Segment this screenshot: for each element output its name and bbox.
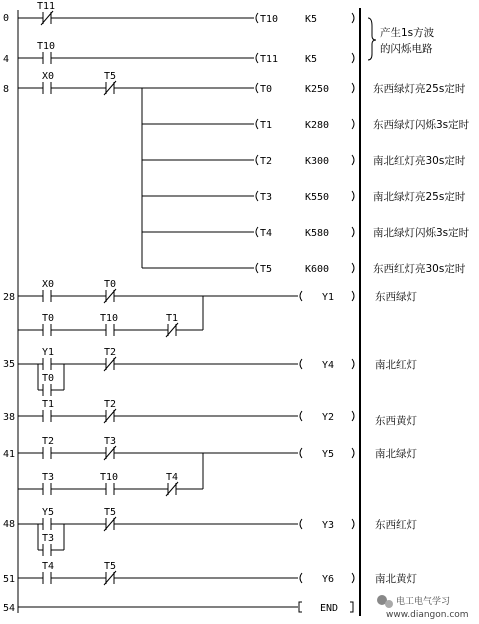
coil-constant: K280: [305, 120, 330, 131]
step-number: 38: [3, 412, 16, 423]
coil-right-bracket: [352, 13, 354, 23]
step-number: 35: [3, 359, 16, 370]
coil-name: Y3: [322, 520, 335, 531]
coil-name: T11: [260, 54, 279, 65]
rung-0: [18, 1, 354, 25]
coil-constant: K300: [305, 156, 330, 167]
contact-label: T0: [42, 373, 55, 384]
step-number: 28: [3, 292, 16, 303]
comment-text: 南北绿灯闪烁3s定时: [373, 227, 470, 239]
rung-41: [18, 436, 354, 496]
coil-name: T1: [260, 120, 273, 131]
contact-label: T10: [100, 313, 119, 324]
comment-text: 南北黄灯: [375, 573, 417, 585]
rung-38: [18, 399, 354, 423]
step-number: 41: [3, 449, 16, 460]
comment-text: 南北绿灯亮25s定时: [373, 191, 466, 203]
contact-label: T0: [104, 279, 117, 290]
coil-name: Y1: [322, 292, 335, 303]
coil-name: T4: [260, 228, 273, 239]
contact-label: X0: [42, 279, 55, 290]
contact-label: Y1: [42, 347, 55, 358]
coil-name: Y6: [322, 574, 335, 585]
rung-54: [18, 602, 353, 614]
contact-label: T11: [37, 1, 56, 12]
coil-name: T2: [260, 156, 273, 167]
contact-label: T1: [42, 399, 55, 410]
step-number: 48: [3, 519, 16, 530]
coil-name: T5: [260, 264, 273, 275]
step-number: 8: [3, 84, 10, 95]
contact-label: T3: [42, 472, 55, 483]
coil-name: T0: [260, 84, 273, 95]
rung-8: [18, 71, 354, 275]
coil-name: Y2: [322, 412, 335, 423]
rung-35: [18, 347, 354, 396]
step-number: 51: [3, 574, 16, 585]
contact-label: T5: [104, 507, 117, 518]
comment-text: 东西绿灯亮25s定时: [373, 83, 466, 95]
coil-name: T10: [260, 14, 279, 25]
contact-label: T2: [42, 436, 55, 447]
coil-constant: K5: [305, 54, 318, 65]
contact-label: T2: [104, 399, 117, 410]
comment-text: 东西绿灯闪烁3s定时: [373, 119, 470, 131]
coil-name: Y4: [322, 360, 335, 371]
comment-text: 南北红灯: [375, 359, 417, 371]
step-number: 54: [3, 603, 16, 614]
rung-4: [18, 41, 354, 65]
coil-name: END: [320, 603, 339, 614]
comment-text: 东西红灯: [375, 519, 417, 531]
comment-text: 的闪烁电路: [380, 43, 433, 55]
comment-text: 东西黄灯: [375, 415, 417, 427]
coil-left-bracket: [256, 13, 258, 23]
contact-label: T5: [104, 71, 117, 82]
comment-brace: [368, 18, 376, 60]
contact-label: T4: [42, 561, 55, 572]
contact-label: T10: [37, 41, 56, 52]
coil-constant: K550: [305, 192, 330, 203]
contact-label: T1: [166, 313, 179, 324]
rung-48: [18, 507, 354, 556]
contact-label: Y5: [42, 507, 55, 518]
comment-text: 南北红灯亮30s定时: [373, 155, 466, 167]
coil-constant: K5: [305, 14, 318, 25]
coil-constant: K250: [305, 84, 330, 95]
coil-name: Y5: [322, 449, 335, 460]
comment-text: 产生1s方波: [380, 27, 435, 39]
comment-text: 东西绿灯: [375, 291, 417, 303]
contact-label: X0: [42, 71, 55, 82]
rung-51: [18, 561, 354, 585]
contact-label: T3: [42, 533, 55, 544]
contact-label: T3: [104, 436, 117, 447]
contact-label: T0: [42, 313, 55, 324]
coil-name: T3: [260, 192, 273, 203]
comment-text: 东西红灯亮30s定时: [373, 263, 466, 275]
contact-label: T10: [100, 472, 119, 483]
rung-28: [18, 279, 354, 337]
watermark-url: www.diangon.com: [386, 610, 469, 620]
step-number: 4: [3, 54, 10, 65]
watermark: [377, 595, 469, 620]
contact-label: T4: [166, 472, 179, 483]
contact-label: T5: [104, 561, 117, 572]
step-number: 0: [3, 13, 10, 24]
no-contact: [43, 52, 51, 64]
coil-constant: K580: [305, 228, 330, 239]
contact-label: T2: [104, 347, 117, 358]
comment-text: 南北绿灯: [375, 448, 417, 460]
coil-constant: K600: [305, 264, 330, 275]
watermark-title: 电工电气学习: [396, 597, 451, 607]
